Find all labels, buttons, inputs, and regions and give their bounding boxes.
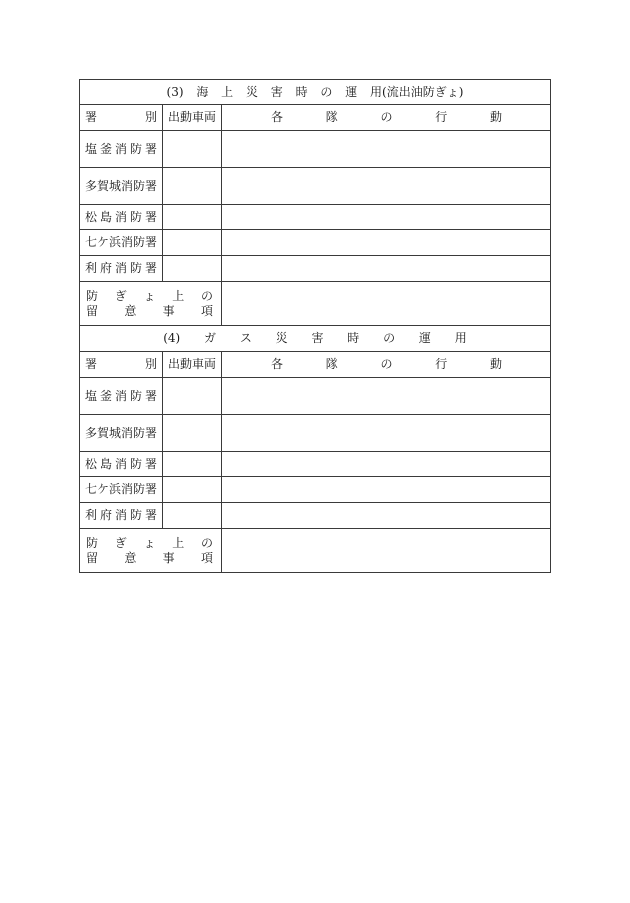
header-actions-label: 各 隊 の 行 動 xyxy=(271,110,502,124)
station-name: 七ケ浜消防署 xyxy=(85,235,158,249)
station-row xyxy=(80,477,551,503)
actions-cell xyxy=(222,131,551,168)
notes-label-cell xyxy=(80,529,222,573)
vehicles-cell xyxy=(163,503,222,529)
vehicles-cell xyxy=(163,230,222,256)
notes-row xyxy=(80,529,551,573)
station-name: 多賀城消防署 xyxy=(85,178,158,193)
notes-row xyxy=(80,282,551,326)
station-name-cell xyxy=(80,477,163,503)
notes-label-line-2: 留 意 事 項 xyxy=(86,550,213,565)
header-actions-cell xyxy=(222,352,551,378)
header-actions-cell xyxy=(222,105,551,131)
vehicles-cell xyxy=(163,415,222,452)
notes-label-cell xyxy=(80,282,222,326)
station-name: 松 島 消 防 署 xyxy=(85,209,157,224)
station-row xyxy=(80,256,551,282)
station-name-cell xyxy=(80,503,163,529)
station-row xyxy=(80,378,551,415)
station-row xyxy=(80,452,551,477)
section-title: (4) ガ ス 災 害 時 の 運 用 xyxy=(80,326,551,352)
station-name-cell xyxy=(80,230,163,256)
section-gas-disaster xyxy=(80,326,551,573)
header-station-label: 署 別 xyxy=(85,357,157,371)
actions-cell xyxy=(222,452,551,477)
station-row xyxy=(80,503,551,529)
actions-cell xyxy=(222,168,551,205)
station-name-cell xyxy=(80,131,163,168)
operations-form-table xyxy=(79,79,551,573)
notes-content-cell xyxy=(222,282,551,326)
station-row xyxy=(80,168,551,205)
notes-label-line-1: 防 ぎ ょ 上 の xyxy=(86,535,213,550)
station-name: 多賀城消防署 xyxy=(85,425,158,440)
actions-cell xyxy=(222,205,551,230)
actions-cell xyxy=(222,256,551,282)
station-row xyxy=(80,415,551,452)
header-vehicles-label: 出動車両 xyxy=(163,105,222,131)
section-title: (3) 海 上 災 害 時 の 運 用(流出油防ぎょ) xyxy=(80,80,551,105)
section-title-row xyxy=(80,80,551,105)
vehicles-cell xyxy=(163,477,222,503)
vehicles-cell xyxy=(163,168,222,205)
vehicles-cell xyxy=(163,205,222,230)
vehicles-cell xyxy=(163,378,222,415)
station-row xyxy=(80,131,551,168)
station-name: 利 府 消 防 署 xyxy=(85,261,157,275)
vehicles-cell xyxy=(163,452,222,477)
vehicles-cell xyxy=(163,256,222,282)
header-row xyxy=(80,352,551,378)
notes-content-cell xyxy=(222,529,551,573)
actions-cell xyxy=(222,477,551,503)
station-name: 利 府 消 防 署 xyxy=(85,508,157,522)
section-marine-disaster xyxy=(80,80,551,326)
section-title-row xyxy=(80,326,551,352)
station-name-cell xyxy=(80,378,163,415)
station-row xyxy=(80,205,551,230)
header-row xyxy=(80,105,551,131)
header-station-cell xyxy=(80,352,163,378)
header-station-cell xyxy=(80,105,163,131)
station-name-cell xyxy=(80,168,163,205)
station-name: 塩 釜 消 防 署 xyxy=(85,388,157,403)
header-vehicles-label: 出動車両 xyxy=(163,352,222,378)
notes-label-line-1: 防 ぎ ょ 上 の xyxy=(86,288,213,303)
station-name: 七ケ浜消防署 xyxy=(85,482,158,496)
station-name-cell xyxy=(80,205,163,230)
actions-cell xyxy=(222,230,551,256)
notes-label-line-2: 留 意 事 項 xyxy=(86,303,213,318)
header-station-label: 署 別 xyxy=(85,110,157,124)
station-name-cell xyxy=(80,256,163,282)
station-name-cell xyxy=(80,415,163,452)
station-name-cell xyxy=(80,452,163,477)
station-name: 松 島 消 防 署 xyxy=(85,456,157,471)
header-actions-label: 各 隊 の 行 動 xyxy=(271,357,502,371)
vehicles-cell xyxy=(163,131,222,168)
actions-cell xyxy=(222,415,551,452)
actions-cell xyxy=(222,503,551,529)
actions-cell xyxy=(222,378,551,415)
station-name: 塩 釜 消 防 署 xyxy=(85,141,157,156)
station-row xyxy=(80,230,551,256)
